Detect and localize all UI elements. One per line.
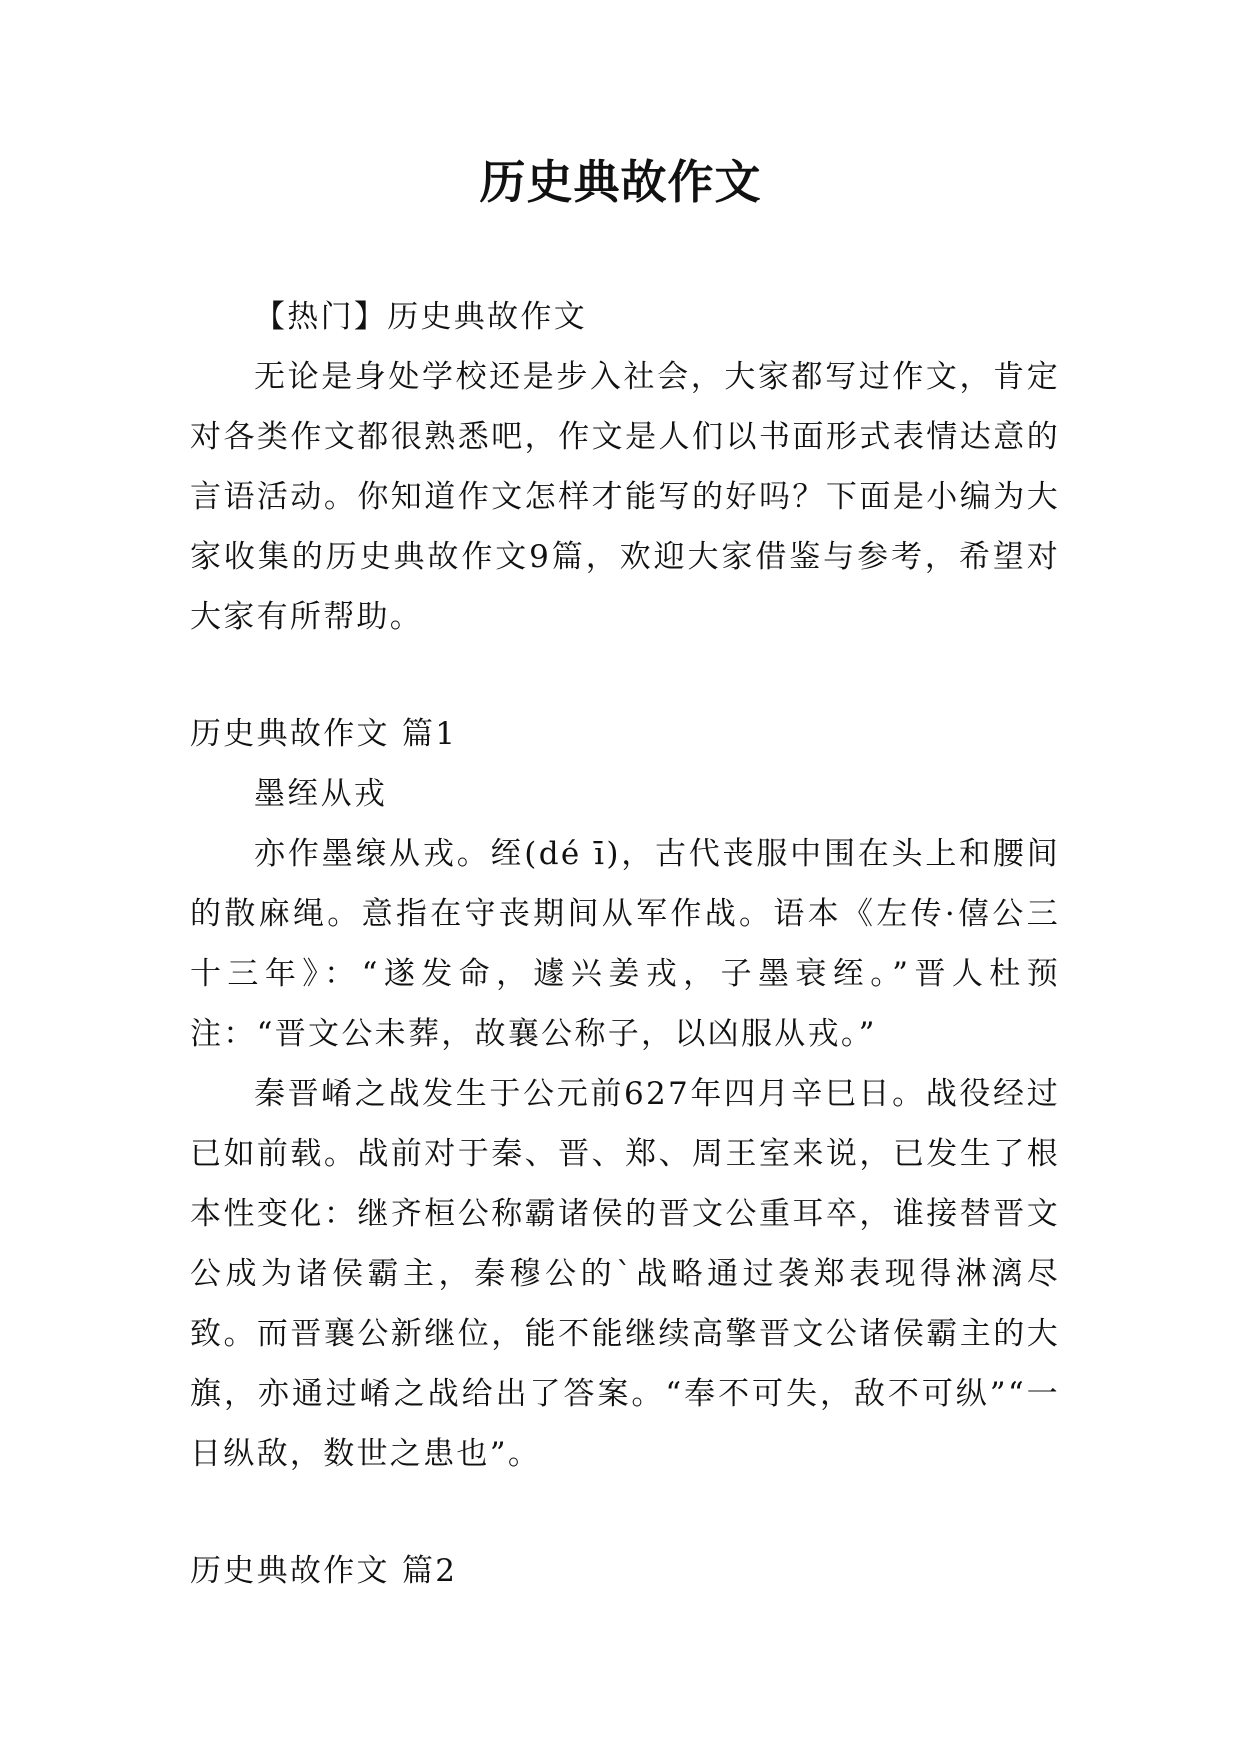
section-1-paragraph-2: 秦晋崤之战发生于公元前627年四月辛巳日。战役经过已如前载。战前对于秦、晋、郑、周王室来说，已发生了根本性变化：继齐桓公称霸诸侯的晋文公重耳卒，谁接替晋文公成为诸侯霸主，秦穆公的`战略通过袭郑表现得淋漓尽致。而晋襄公新继位，能不能继续高擎晋文公诸侯霸主的大旗，亦通过崤之战给出了答案。“奉不可失，敌不可纵”“一日纵敌，数世之患也”。 [190, 1076, 1060, 1472]
intro-paragraph: 无论是身处学校还是步入社会，大家都写过作文，肯定对各类作文都很熟悉吧，作文是人们以书面形式表情达意的言语活动。你知道作文怎样才能写的好吗？下面是小编为大家收集的历史典故作文9篇，欢迎大家借鉴与参考，希望对大家有所帮助。 [190, 359, 1060, 635]
section-heading-2: 历史典故作文 篇2 [190, 1553, 458, 1589]
lead-line: 【热门】历史典故作文 [254, 299, 587, 335]
section-heading-1: 历史典故作文 篇1 [190, 716, 458, 752]
section-subtitle-1: 墨绖从戎 [254, 776, 388, 812]
section-1-paragraph-1: 亦作墨缞从戎。绖(dé ī)，古代丧服中围在头上和腰间的散麻绳。意指在守丧期间从军作战。语本《左传·僖公三十三年》：“遂发命，遽兴姜戎，子墨衰绖。”晋人杜预注：“晋文公未葬，故襄公称子，以凶服从戎。” [190, 836, 1060, 1052]
document-body [190, 287, 1060, 1601]
page-title: 历史典故作文 [479, 155, 762, 209]
